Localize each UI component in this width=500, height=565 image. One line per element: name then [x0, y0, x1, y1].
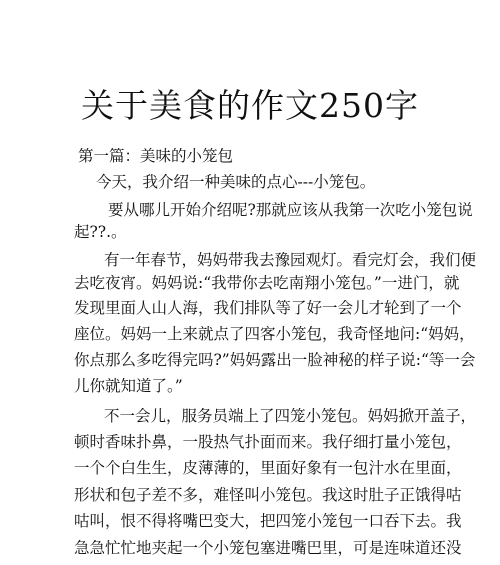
text-line: 今天，我介绍一种美味的点心---小笼包。	[96, 173, 376, 191]
text-line: 顿时香味扑鼻，一股热气扑面而来。我仔细打量小笼包，	[74, 433, 462, 451]
section-heading: 第一篇：美味的小笼包	[78, 147, 234, 165]
text-line: 儿你就知道了。”	[74, 377, 183, 395]
text-line: 不一会儿，服务员端上了四笼小笼包。妈妈掀开盖子，	[104, 407, 477, 425]
text-line: 你点那么多吃得完吗?”妈妈露出一脸神秘的样子说:“等一会	[74, 351, 476, 369]
text-line: 急急忙忙地夹起一个小笼包塞进嘴巴里，可是连味道还没	[74, 539, 462, 557]
text-line: 去吃夜宵。妈妈说:“我带你去吃南翔小笼包。”一进门，就	[74, 274, 460, 292]
text-line: 座位。妈妈一上来就点了四客小笼包，我奇怪地问:“妈妈，	[74, 325, 475, 343]
text-line: 发现里面人山人海，我们排队等了好一会儿才轮到了一个	[74, 299, 462, 317]
document-title: 关于美食的作文250字	[81, 86, 419, 125]
text-line: 咕叫，恨不得将嘴巴变大，把四笼小笼包一口吞下去。我	[74, 512, 462, 530]
text-line: 起??.。	[74, 223, 127, 241]
text-line: 形状和包子差不多，难怪叫小笼包。我这时肚子正饿得咕	[74, 486, 462, 504]
text-line: 要从哪儿开始介绍呢?那就应该从我第一次吃小笼包说	[108, 201, 473, 219]
text-line: 一个个白生生，皮薄薄的，里面好象有一包汁水在里面，	[74, 459, 462, 477]
text-line: 有一年春节，妈妈带我去豫园观灯。看完灯会，我们便	[104, 251, 477, 269]
